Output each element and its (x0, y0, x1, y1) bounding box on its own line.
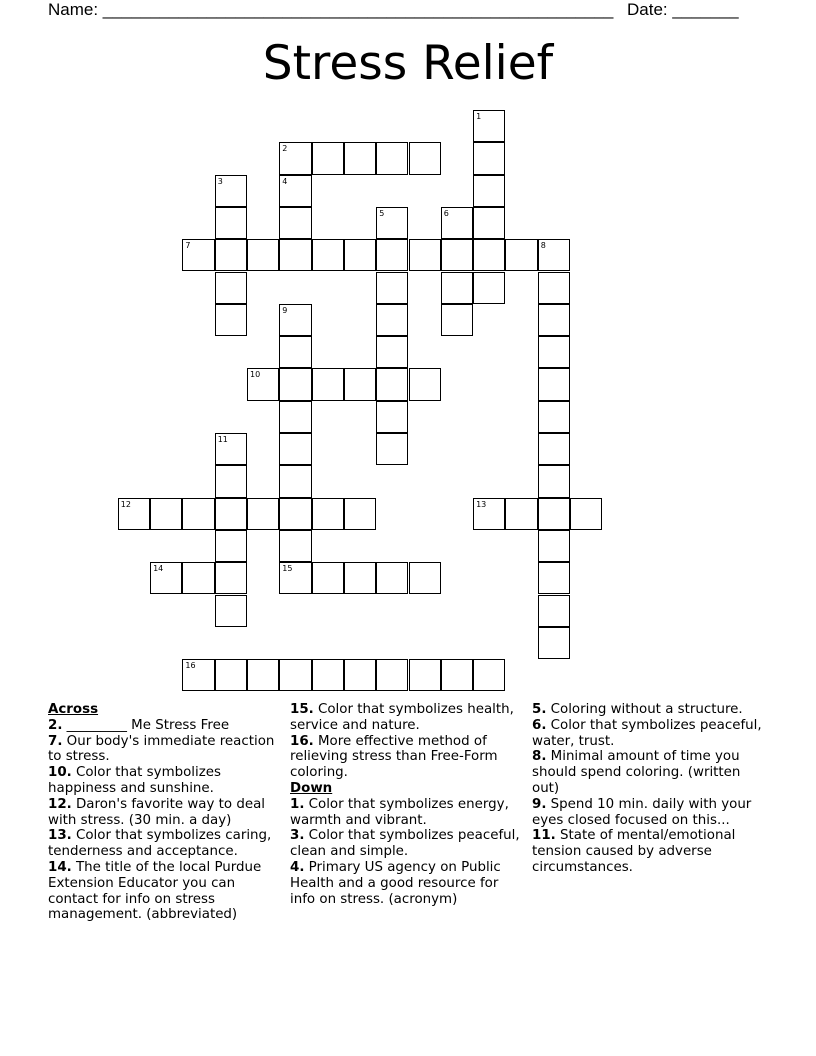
grid-cell[interactable] (215, 239, 247, 271)
grid-cell[interactable] (312, 368, 344, 400)
grid-cell[interactable] (376, 272, 408, 304)
grid-cell[interactable] (473, 272, 505, 304)
clue-text: Color that symbolizes health, service and nature. (290, 702, 514, 733)
down-heading: Down (290, 780, 333, 796)
clue-across-12 (48, 797, 284, 829)
grid-cell[interactable] (344, 368, 376, 400)
grid-cell[interactable] (538, 627, 570, 659)
clues-column-1 (48, 702, 284, 923)
grid-cell[interactable] (215, 272, 247, 304)
clue-text: Minimal amount of time you should spend coloring. (written out) (532, 749, 741, 796)
clue-number: 15. (290, 702, 314, 717)
cell-number: 5 (379, 208, 385, 218)
grid-cell[interactable] (247, 659, 279, 691)
clue-down-11 (532, 828, 768, 875)
grid-cell[interactable] (312, 562, 344, 594)
grid-cell[interactable] (279, 368, 311, 400)
clues-column-2 (290, 702, 526, 907)
grid-cell[interactable] (344, 562, 376, 594)
clue-number: 9. (532, 796, 547, 812)
grid-cell[interactable] (150, 498, 182, 530)
grid-cell[interactable] (344, 142, 376, 174)
grid-cell[interactable] (279, 465, 311, 497)
grid-cell[interactable] (538, 433, 570, 465)
grid-cell[interactable] (376, 368, 408, 400)
clues-column-3 (532, 702, 768, 876)
cell-number: 10 (250, 370, 261, 380)
clue-text: Color that symbolizes peaceful, water, trust. (532, 717, 762, 749)
grid-cell[interactable] (376, 207, 408, 239)
grid-cell[interactable] (473, 659, 505, 691)
grid-cell[interactable] (215, 659, 247, 691)
clue-number: 5. (532, 702, 547, 717)
clue-down-1 (290, 797, 526, 829)
grid-cell[interactable] (441, 272, 473, 304)
grid-cell[interactable] (344, 659, 376, 691)
grid-cell[interactable] (312, 239, 344, 271)
grid-cell[interactable] (279, 239, 311, 271)
grid-cell[interactable] (441, 659, 473, 691)
grid-cell[interactable] (215, 175, 247, 207)
grid-cell[interactable] (376, 659, 408, 691)
grid-cell[interactable] (441, 239, 473, 271)
clue-text: State of mental/emotional tension caused by adverse circumstances. (532, 828, 736, 875)
grid-cell[interactable] (473, 142, 505, 174)
clue-number: 12. (48, 796, 72, 812)
grid-cell[interactable] (215, 595, 247, 627)
grid-cell[interactable] (409, 368, 441, 400)
grid-cell[interactable] (279, 498, 311, 530)
clue-number: 10. (48, 765, 72, 781)
grid-cell[interactable] (279, 175, 311, 207)
grid-cell[interactable] (538, 530, 570, 562)
grid-cell[interactable] (538, 304, 570, 336)
clue-down-3 (290, 828, 526, 860)
cell-number: 2 (282, 144, 288, 154)
cell-number: 9 (282, 305, 288, 315)
cell-number: 15 (282, 564, 293, 574)
grid-cell[interactable] (538, 562, 570, 594)
clue-text: Color that symbolizes energy, warmth and vibrant. (290, 796, 509, 828)
grid-cell[interactable] (473, 110, 505, 142)
clue-across-10 (48, 765, 284, 797)
clue-number: 3. (290, 828, 305, 844)
clue-text: Spend 10 min. daily with your eyes closed focused on this... (532, 796, 752, 828)
grid-cell[interactable] (279, 304, 311, 336)
grid-cell[interactable] (376, 433, 408, 465)
grid-cell[interactable] (409, 142, 441, 174)
grid-cell[interactable] (215, 498, 247, 530)
grid-cell[interactable] (182, 659, 214, 691)
grid-cell[interactable] (118, 498, 150, 530)
clue-text: Color that symbolizes caring, tenderness and acceptance. (48, 828, 272, 860)
grid-cell[interactable] (215, 304, 247, 336)
clue-number: 7. (48, 733, 63, 749)
cell-number: 16 (185, 661, 196, 671)
clue-text: Coloring without a structure. (550, 702, 743, 717)
grid-cell[interactable] (182, 562, 214, 594)
grid-cell[interactable] (279, 142, 311, 174)
grid-cell[interactable] (538, 595, 570, 627)
clue-text: _________ Me Stress Free (66, 717, 230, 733)
cell-number: 12 (120, 499, 131, 509)
grid-cell[interactable] (215, 530, 247, 562)
grid-cell[interactable] (215, 207, 247, 239)
grid-cell[interactable] (409, 239, 441, 271)
grid-cell[interactable] (247, 239, 279, 271)
clue-number: 6. (532, 717, 547, 733)
cell-number: 1 (476, 112, 482, 121)
clue-text: The title of the local Purdue Extension Educator you can contact for info on stress management. (abbreviated) (48, 859, 262, 923)
grid-cell[interactable] (312, 142, 344, 174)
cell-number: 13 (476, 499, 487, 509)
clue-text: Color that symbolizes happiness and sunshine. (48, 765, 221, 796)
cell-number: 11 (217, 435, 228, 444)
grid-cell[interactable] (376, 304, 408, 336)
grid-cell[interactable] (376, 336, 408, 368)
clue-across-14 (48, 860, 284, 923)
clue-text: Color that symbolizes peaceful, clean and simple. (290, 828, 520, 860)
clue-text: Daron's favorite way to deal with stress. (30 min. a day) (48, 796, 266, 828)
clue-text: Our body's immediate reaction to stress. (48, 733, 275, 765)
cell-number: 6 (443, 208, 449, 218)
puzzle-title: Stress Relief (262, 36, 554, 91)
clue-across-7 (48, 734, 284, 766)
grid-cell[interactable] (344, 498, 376, 530)
grid-cell[interactable] (570, 498, 602, 530)
grid-cell[interactable] (215, 433, 247, 465)
clue-number: 16. (290, 733, 314, 749)
clue-number: 14. (48, 859, 72, 875)
grid-cell[interactable] (279, 530, 311, 562)
date-field-label[interactable]: Date: _______ (627, 0, 739, 19)
grid-cell[interactable] (215, 465, 247, 497)
grid-cell[interactable] (409, 562, 441, 594)
grid-cell[interactable] (376, 239, 408, 271)
clue-down-5 (532, 702, 768, 718)
grid-cell[interactable] (538, 401, 570, 433)
grid-cell[interactable] (376, 401, 408, 433)
grid-cell[interactable] (279, 207, 311, 239)
clue-number: 11. (532, 828, 556, 844)
clue-down-4 (290, 860, 526, 907)
grid-cell[interactable] (150, 562, 182, 594)
grid-cell[interactable] (247, 368, 279, 400)
grid-cell[interactable] (279, 336, 311, 368)
grid-cell[interactable] (182, 498, 214, 530)
grid-cell[interactable] (279, 659, 311, 691)
grid-cell[interactable] (473, 239, 505, 271)
grid-cell[interactable] (473, 207, 505, 239)
cell-number: 7 (185, 241, 191, 251)
grid-cell[interactable] (538, 465, 570, 497)
grid-cell[interactable] (441, 304, 473, 336)
grid-cell[interactable] (505, 239, 537, 271)
grid-cell[interactable] (473, 498, 505, 530)
clue-text: More effective method of relieving stress than Free-Form coloring. (290, 733, 498, 781)
grid-cell[interactable] (538, 336, 570, 368)
grid-cell[interactable] (312, 659, 344, 691)
name-field-label[interactable]: Name: ______________________________________________________ (48, 0, 614, 19)
grid-cell[interactable] (344, 239, 376, 271)
cell-number: 3 (217, 176, 223, 186)
grid-cell[interactable] (279, 401, 311, 433)
clue-down-9 (532, 797, 768, 829)
clue-number: 2. (48, 717, 63, 733)
cell-number: 14 (153, 564, 164, 574)
clue-text: Primary US agency on Public Health and a good resource for info on stress. (acronym) (290, 859, 501, 907)
grid-cell[interactable] (279, 433, 311, 465)
clue-across-15 (290, 702, 526, 734)
grid-cell[interactable] (473, 175, 505, 207)
clue-number: 8. (532, 749, 547, 765)
cell-number: 8 (540, 241, 546, 251)
clue-across-16 (290, 734, 526, 781)
grid-cell[interactable] (538, 239, 570, 271)
grid-cell[interactable] (279, 562, 311, 594)
cell-number: 4 (282, 176, 288, 186)
grid-cell[interactable] (247, 498, 279, 530)
grid-cell[interactable] (215, 562, 247, 594)
grid-cell[interactable] (538, 368, 570, 400)
clue-number: 1. (290, 796, 305, 812)
grid-cell[interactable] (409, 659, 441, 691)
grid-cell[interactable] (441, 207, 473, 239)
grid-cell[interactable] (182, 239, 214, 271)
clue-down-8 (532, 749, 768, 796)
clue-down-6 (532, 718, 768, 750)
grid-cell[interactable] (538, 498, 570, 530)
clue-across-2 (48, 718, 284, 734)
grid-cell[interactable] (376, 562, 408, 594)
grid-cell[interactable] (538, 272, 570, 304)
grid-cell[interactable] (376, 142, 408, 174)
clue-across-13 (48, 828, 284, 860)
clue-number: 4. (290, 859, 305, 875)
grid-cell[interactable] (505, 498, 537, 530)
grid-cell[interactable] (312, 498, 344, 530)
across-heading: Across (48, 702, 99, 717)
clue-number: 13. (48, 828, 72, 844)
